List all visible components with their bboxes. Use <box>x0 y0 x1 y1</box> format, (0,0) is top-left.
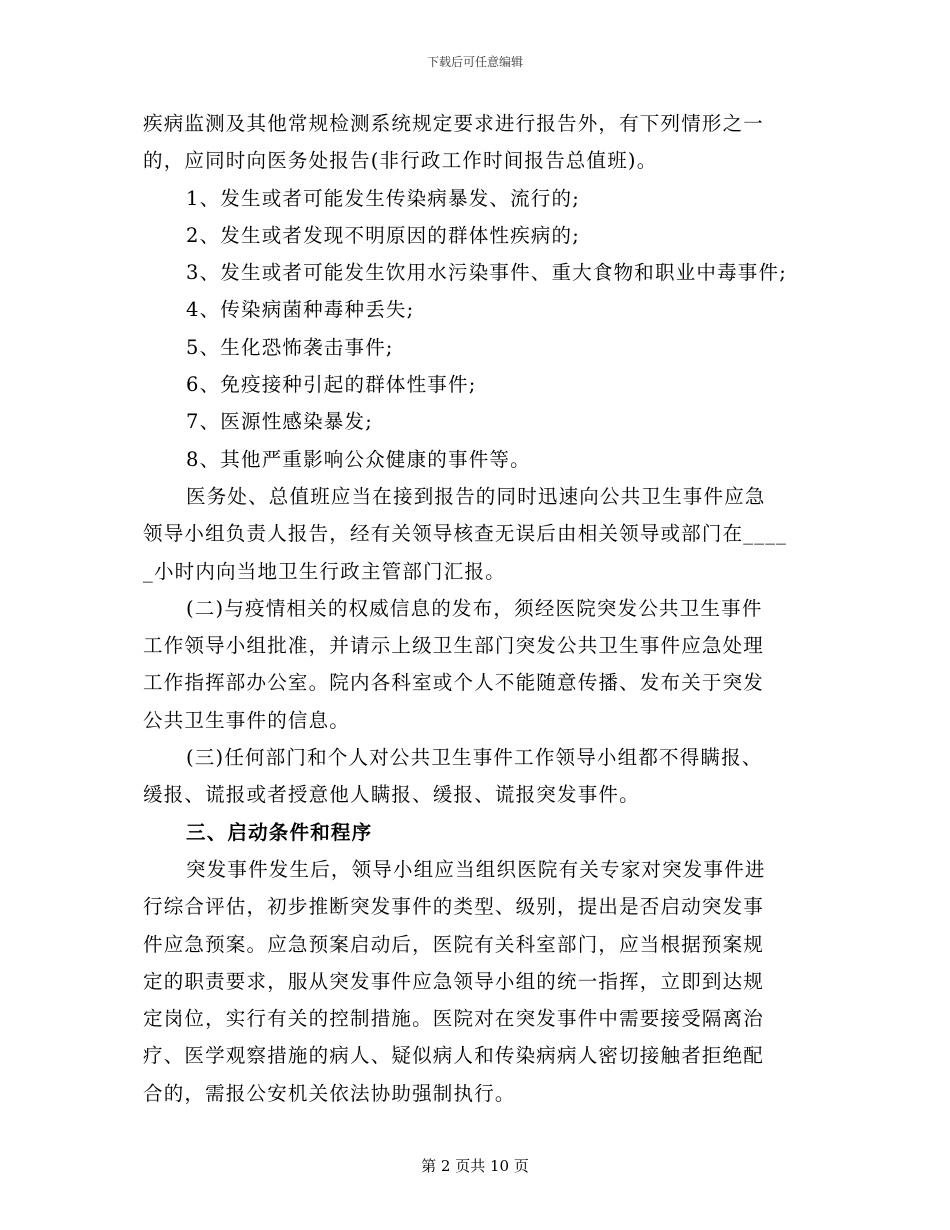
text-line: 合的，需报公安机关依法协助强制执行。 <box>143 1081 516 1105</box>
page-header-note: 下载后可任意编辑 <box>426 55 523 69</box>
list-item: 6、免疫接种引起的群体性事件; <box>186 373 477 397</box>
list-item: 8、其他严重影响公众健康的事件等。 <box>186 447 531 471</box>
text-line: 疗、医学观察措施的病人、疑似病人和传染病病人密切接触者拒绝配 <box>143 1044 765 1068</box>
text-line: 件应急预案。应急预案启动后，医院有关科室部门，应当根据预案规 <box>143 932 765 956</box>
text-line: 领导小组负责人报告，经有关领导核查无误后由相关领导或部门在____ <box>143 522 788 546</box>
text-line: 行综合评估，初步推断突发事件的类型、级别，提出是否启动突发事 <box>143 895 765 919</box>
text-line: 工作领导小组批准，并请示上级卫生部门突发公共卫生事件应急处理 <box>143 634 765 658</box>
paragraph-start: 突发事件发生后，领导小组应当组织医院有关专家对突发事件进 <box>186 857 766 881</box>
list-item: 2、发生或者发现不明原因的群体性疾病的; <box>186 223 580 247</box>
list-item: 4、传染病菌种毒种丢失; <box>186 298 415 322</box>
paragraph-start: (三)任何部门和个人对公共卫生事件工作领导小组都不得瞒报、 <box>186 746 763 770</box>
section-heading: 三、启动条件和程序 <box>186 820 373 844</box>
document-body <box>143 105 823 1112</box>
list-item: 3、发生或者可能发生饮用水污染事件、重大食物和职业中毒事件; <box>186 261 787 285</box>
text-line: 缓报、谎报或者授意他人瞒报、缓报、谎报突发事件。 <box>143 783 640 807</box>
page-number-footer: 第 2 页共 10 页 <box>421 1157 529 1175</box>
list-item: 7、医源性感染暴发; <box>186 410 373 434</box>
text-line: 定岗位，实行有关的控制措施。医院对在突发事件中需要接受隔离治 <box>143 1007 765 1031</box>
paragraph-start: (二)与疫情相关的权威信息的发布，须经医院突发公共卫生事件 <box>186 596 763 620</box>
text-line: 公共卫生事件的信息。 <box>143 708 351 732</box>
text-line: 工作指挥部办公室。院内各科室或个人不能随意传播、发布关于突发 <box>143 671 765 695</box>
paragraph-start: 医务处、总值班应当在接到报告的同时迅速向公共卫生事件应急 <box>186 484 766 508</box>
list-item: 1、发生或者可能发生传染病暴发、流行的; <box>186 186 580 210</box>
text-line: 疾病监测及其他常规检测系统规定要求进行报告外，有下列情形之一 <box>143 112 765 135</box>
text-line: 的，应同时向医务处报告(非行政工作时间报告总值班)。 <box>143 149 658 173</box>
text-line: _小时内向当地卫生行政主管部门汇报。 <box>143 559 506 583</box>
text-line: 定的职责要求，服从突发事件应急领导小组的统一指挥，立即到达规 <box>143 969 765 993</box>
list-item: 5、生化恐怖袭击事件; <box>186 335 394 359</box>
